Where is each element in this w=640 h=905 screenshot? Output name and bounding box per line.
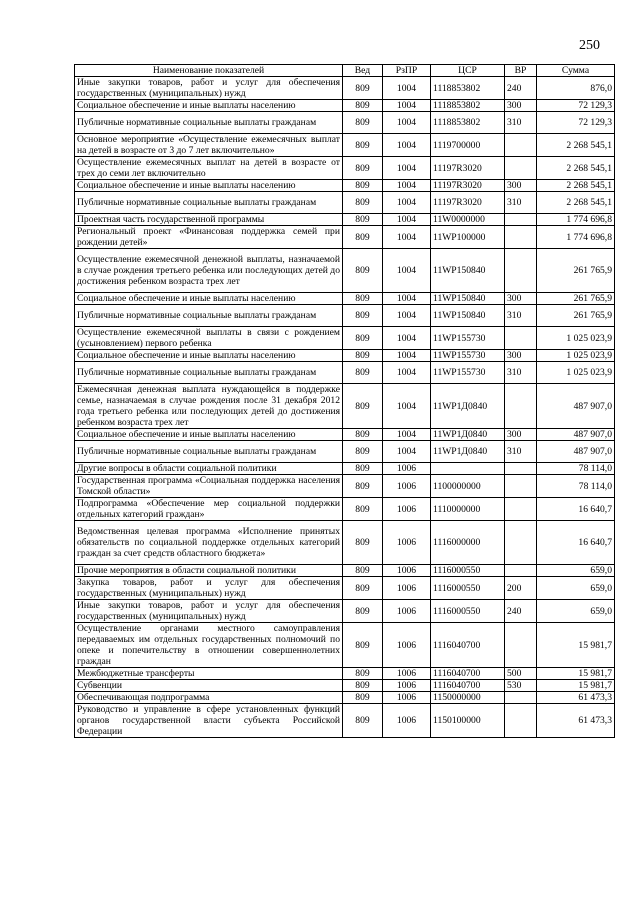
cell-csr: 11WP155730	[431, 362, 505, 384]
cell-rzpr: 1006	[383, 463, 431, 475]
cell-name: Публичные нормативные социальные выплаты гражданам	[75, 192, 343, 214]
cell-csr: 11WP1Д0840	[431, 384, 505, 429]
cell-vr	[505, 249, 537, 293]
budget-table	[74, 64, 615, 738]
table-row	[75, 565, 615, 577]
table-row	[75, 521, 615, 565]
cell-csr: 1116040700	[431, 668, 505, 680]
table-row	[75, 362, 615, 384]
cell-vr: 240	[505, 77, 537, 100]
cell-vr: 240	[505, 600, 537, 623]
cell-rzpr: 1006	[383, 704, 431, 738]
cell-vr	[505, 704, 537, 738]
cell-ved: 809	[343, 226, 383, 249]
cell-rzpr: 1004	[383, 441, 431, 463]
cell-vr	[505, 521, 537, 565]
table-row	[75, 100, 615, 112]
cell-rzpr: 1004	[383, 293, 431, 305]
cell-csr	[431, 463, 505, 475]
cell-rzpr: 1004	[383, 384, 431, 429]
cell-vr	[505, 475, 537, 498]
cell-name: Публичные нормативные социальные выплаты гражданам	[75, 305, 343, 327]
cell-name: Осуществление органами местного самоуправления передаваемых им отдельных государственных полномочий по опеке и попечительству в отношении совершеннолетних граждан	[75, 623, 343, 668]
table-row	[75, 463, 615, 475]
cell-rzpr: 1004	[383, 429, 431, 441]
table-row	[75, 77, 615, 100]
cell-vr: 300	[505, 180, 537, 192]
cell-csr: 11W0000000	[431, 214, 505, 226]
cell-csr: 11WP155730	[431, 350, 505, 362]
cell-csr: 1116000550	[431, 565, 505, 577]
cell-sum: 659,0	[537, 577, 615, 600]
cell-ved: 809	[343, 577, 383, 600]
cell-rzpr: 1006	[383, 521, 431, 565]
cell-csr: 11WP1Д0840	[431, 441, 505, 463]
cell-vr: 310	[505, 441, 537, 463]
cell-ved: 809	[343, 498, 383, 521]
cell-sum: 72 129,3	[537, 112, 615, 134]
cell-rzpr: 1006	[383, 668, 431, 680]
cell-ved: 809	[343, 180, 383, 192]
cell-vr: 300	[505, 350, 537, 362]
table-row	[75, 134, 615, 157]
cell-ved: 809	[343, 77, 383, 100]
cell-ved: 809	[343, 249, 383, 293]
cell-sum: 78 114,0	[537, 463, 615, 475]
cell-csr: 1116000000	[431, 521, 505, 565]
cell-ved: 809	[343, 350, 383, 362]
cell-csr: 1116000550	[431, 600, 505, 623]
cell-vr: 200	[505, 577, 537, 600]
cell-sum: 261 765,9	[537, 249, 615, 293]
cell-ved: 809	[343, 692, 383, 704]
cell-sum: 659,0	[537, 565, 615, 577]
cell-csr: 1116040700	[431, 623, 505, 668]
cell-rzpr: 1004	[383, 350, 431, 362]
cell-csr: 11WP150840	[431, 249, 505, 293]
cell-sum: 78 114,0	[537, 475, 615, 498]
cell-sum: 487 907,0	[537, 429, 615, 441]
cell-csr: 11197R3020	[431, 192, 505, 214]
table-row	[75, 441, 615, 463]
table-row	[75, 112, 615, 134]
cell-ved: 809	[343, 441, 383, 463]
cell-sum: 487 907,0	[537, 441, 615, 463]
cell-vr: 310	[505, 192, 537, 214]
cell-csr: 11197R3020	[431, 157, 505, 180]
table-row	[75, 577, 615, 600]
page-number: 250	[579, 38, 600, 53]
cell-ved: 809	[343, 704, 383, 738]
header-row	[75, 65, 615, 77]
cell-ved: 809	[343, 565, 383, 577]
cell-name: Ежемесячная денежная выплата нуждающейся в поддержке семье, назначаемая в случае рождения после 31 декабря 2012 года третьего ребенка или последующих детей до достижения ребенком возраста трех лет	[75, 384, 343, 429]
cell-ved: 809	[343, 112, 383, 134]
cell-ved: 809	[343, 475, 383, 498]
cell-sum: 15 981,7	[537, 680, 615, 692]
cell-sum: 15 981,7	[537, 623, 615, 668]
cell-vr	[505, 498, 537, 521]
cell-rzpr: 1004	[383, 100, 431, 112]
table-row	[75, 704, 615, 738]
table-row	[75, 226, 615, 249]
cell-csr: 11197R3020	[431, 180, 505, 192]
cell-rzpr: 1004	[383, 77, 431, 100]
cell-sum: 61 473,3	[537, 692, 615, 704]
cell-rzpr: 1004	[383, 157, 431, 180]
cell-name: Публичные нормативные социальные выплаты гражданам	[75, 112, 343, 134]
cell-name: Осуществление ежемесячной выплаты в связи с рождением (усыновлением) первого ребенка	[75, 327, 343, 350]
cell-ved: 809	[343, 463, 383, 475]
cell-name: Осуществление ежемесячных выплат на детей в возрасте от трех до семи лет включительно	[75, 157, 343, 180]
cell-name: Социальное обеспечение и иные выплаты населению	[75, 429, 343, 441]
cell-sum: 1 774 696,8	[537, 226, 615, 249]
cell-vr: 300	[505, 429, 537, 441]
table-row	[75, 180, 615, 192]
cell-ved: 809	[343, 362, 383, 384]
cell-ved: 809	[343, 327, 383, 350]
header-csr: ЦСР	[431, 65, 505, 77]
cell-rzpr: 1004	[383, 226, 431, 249]
table-row	[75, 327, 615, 350]
table-row	[75, 680, 615, 692]
cell-csr: 11WP150840	[431, 293, 505, 305]
table-row	[75, 692, 615, 704]
header-vr: ВР	[505, 65, 537, 77]
table-row	[75, 192, 615, 214]
cell-ved: 809	[343, 134, 383, 157]
table-row	[75, 475, 615, 498]
cell-ved: 809	[343, 192, 383, 214]
cell-sum: 72 129,3	[537, 100, 615, 112]
cell-sum: 2 268 545,1	[537, 192, 615, 214]
cell-vr: 300	[505, 293, 537, 305]
cell-sum: 659,0	[537, 600, 615, 623]
cell-name: Публичные нормативные социальные выплаты гражданам	[75, 441, 343, 463]
cell-sum: 16 640,7	[537, 521, 615, 565]
cell-sum: 2 268 545,1	[537, 180, 615, 192]
cell-rzpr: 1004	[383, 112, 431, 134]
cell-rzpr: 1004	[383, 214, 431, 226]
cell-csr: 1118853802	[431, 77, 505, 100]
cell-rzpr: 1006	[383, 498, 431, 521]
table-row	[75, 350, 615, 362]
table-row	[75, 305, 615, 327]
cell-sum: 261 765,9	[537, 305, 615, 327]
cell-vr	[505, 134, 537, 157]
cell-vr: 300	[505, 100, 537, 112]
cell-name: Социальное обеспечение и иные выплаты населению	[75, 293, 343, 305]
cell-vr	[505, 327, 537, 350]
cell-name: Межбюджетные трансферты	[75, 668, 343, 680]
cell-ved: 809	[343, 680, 383, 692]
cell-csr: 1119700000	[431, 134, 505, 157]
cell-rzpr: 1006	[383, 623, 431, 668]
cell-sum: 61 473,3	[537, 704, 615, 738]
cell-name: Проектная часть государственной программы	[75, 214, 343, 226]
cell-csr: 11WP155730	[431, 327, 505, 350]
cell-ved: 809	[343, 305, 383, 327]
cell-name: Социальное обеспечение и иные выплаты населению	[75, 180, 343, 192]
header-name: Наименование показателей	[75, 65, 343, 77]
cell-sum: 1 774 696,8	[537, 214, 615, 226]
cell-vr	[505, 157, 537, 180]
cell-ved: 809	[343, 521, 383, 565]
cell-ved: 809	[343, 623, 383, 668]
cell-vr	[505, 692, 537, 704]
cell-rzpr: 1006	[383, 692, 431, 704]
cell-name: Ведомственная целевая программа «Исполнение принятых обязательств по социальной поддержке отдельных категорий граждан за счет средств областного бюджета»	[75, 521, 343, 565]
cell-csr: 1116000550	[431, 577, 505, 600]
header-sum: Сумма	[537, 65, 615, 77]
cell-csr: 1116040700	[431, 680, 505, 692]
table-row	[75, 249, 615, 293]
cell-rzpr: 1006	[383, 577, 431, 600]
table-row	[75, 214, 615, 226]
cell-ved: 809	[343, 668, 383, 680]
cell-name: Социальное обеспечение и иные выплаты населению	[75, 100, 343, 112]
cell-vr: 530	[505, 680, 537, 692]
table-body	[75, 77, 615, 738]
cell-rzpr: 1006	[383, 565, 431, 577]
cell-name: Обеспечивающая подпрограмма	[75, 692, 343, 704]
cell-sum: 2 268 545,1	[537, 157, 615, 180]
cell-ved: 809	[343, 100, 383, 112]
cell-vr	[505, 384, 537, 429]
cell-vr: 310	[505, 305, 537, 327]
cell-ved: 809	[343, 214, 383, 226]
cell-name: Другие вопросы в области социальной политики	[75, 463, 343, 475]
table-row	[75, 157, 615, 180]
cell-ved: 809	[343, 429, 383, 441]
cell-name: Иные закупки товаров, работ и услуг для обеспечения государственных (муниципальных) нужд	[75, 600, 343, 623]
cell-sum: 1 025 023,9	[537, 362, 615, 384]
cell-ved: 809	[343, 157, 383, 180]
cell-ved: 809	[343, 600, 383, 623]
cell-name: Основное мероприятие «Осуществление ежемесячных выплат на детей в возрасте от 3 до 7 лет включительно»	[75, 134, 343, 157]
cell-csr: 1150100000	[431, 704, 505, 738]
table-row	[75, 668, 615, 680]
table-row	[75, 293, 615, 305]
cell-ved: 809	[343, 293, 383, 305]
cell-name: Иные закупки товаров, работ и услуг для обеспечения государственных (муниципальных) нужд	[75, 77, 343, 100]
table-row	[75, 600, 615, 623]
cell-vr	[505, 623, 537, 668]
cell-csr: 1150000000	[431, 692, 505, 704]
cell-rzpr: 1004	[383, 327, 431, 350]
cell-name: Субвенции	[75, 680, 343, 692]
header-ved: Вед	[343, 65, 383, 77]
cell-ved: 809	[343, 384, 383, 429]
cell-vr: 500	[505, 668, 537, 680]
table-header	[75, 65, 615, 77]
cell-sum: 16 640,7	[537, 498, 615, 521]
cell-csr: 11WP150840	[431, 305, 505, 327]
cell-csr: 1110000000	[431, 498, 505, 521]
table-row	[75, 623, 615, 668]
cell-name: Региональный проект «Финансовая поддержка семей при рождении детей»	[75, 226, 343, 249]
cell-rzpr: 1006	[383, 600, 431, 623]
cell-rzpr: 1006	[383, 680, 431, 692]
cell-csr: 11WP100000	[431, 226, 505, 249]
cell-csr: 1118853802	[431, 112, 505, 134]
table-row	[75, 429, 615, 441]
cell-name: Социальное обеспечение и иные выплаты населению	[75, 350, 343, 362]
cell-vr	[505, 463, 537, 475]
cell-rzpr: 1004	[383, 180, 431, 192]
cell-csr: 1100000000	[431, 475, 505, 498]
cell-vr: 310	[505, 112, 537, 134]
table-row	[75, 384, 615, 429]
cell-name: Подпрограмма «Обеспечение мер социальной поддержки отдельных категорий граждан»	[75, 498, 343, 521]
cell-vr: 310	[505, 362, 537, 384]
cell-sum: 1 025 023,9	[537, 327, 615, 350]
cell-sum: 487 907,0	[537, 384, 615, 429]
table-row	[75, 498, 615, 521]
cell-rzpr: 1004	[383, 249, 431, 293]
header-rzpr: РзПР	[383, 65, 431, 77]
cell-csr: 11WP1Д0840	[431, 429, 505, 441]
cell-name: Публичные нормативные социальные выплаты гражданам	[75, 362, 343, 384]
cell-vr	[505, 565, 537, 577]
cell-sum: 1 025 023,9	[537, 350, 615, 362]
cell-name: Государственная программа «Социальная поддержка населения Томской области»	[75, 475, 343, 498]
cell-vr	[505, 226, 537, 249]
cell-sum: 2 268 545,1	[537, 134, 615, 157]
cell-rzpr: 1006	[383, 475, 431, 498]
cell-sum: 876,0	[537, 77, 615, 100]
cell-sum: 15 981,7	[537, 668, 615, 680]
cell-sum: 261 765,9	[537, 293, 615, 305]
cell-name: Прочие мероприятия в области социальной политики	[75, 565, 343, 577]
cell-name: Закупка товаров, работ и услуг для обеспечения государственных (муниципальных) нужд	[75, 577, 343, 600]
cell-rzpr: 1004	[383, 305, 431, 327]
cell-rzpr: 1004	[383, 134, 431, 157]
cell-name: Руководство и управление в сфере установленных функций органов государственной власти субъекта Российской Федерации	[75, 704, 343, 738]
cell-name: Осуществление ежемесячной денежной выплаты, назначаемой в случае рождения третьего ребенка или последующих детей до достижения ребенком возраста трех лет	[75, 249, 343, 293]
cell-vr	[505, 214, 537, 226]
cell-rzpr: 1004	[383, 362, 431, 384]
cell-rzpr: 1004	[383, 192, 431, 214]
cell-csr: 1118853802	[431, 100, 505, 112]
